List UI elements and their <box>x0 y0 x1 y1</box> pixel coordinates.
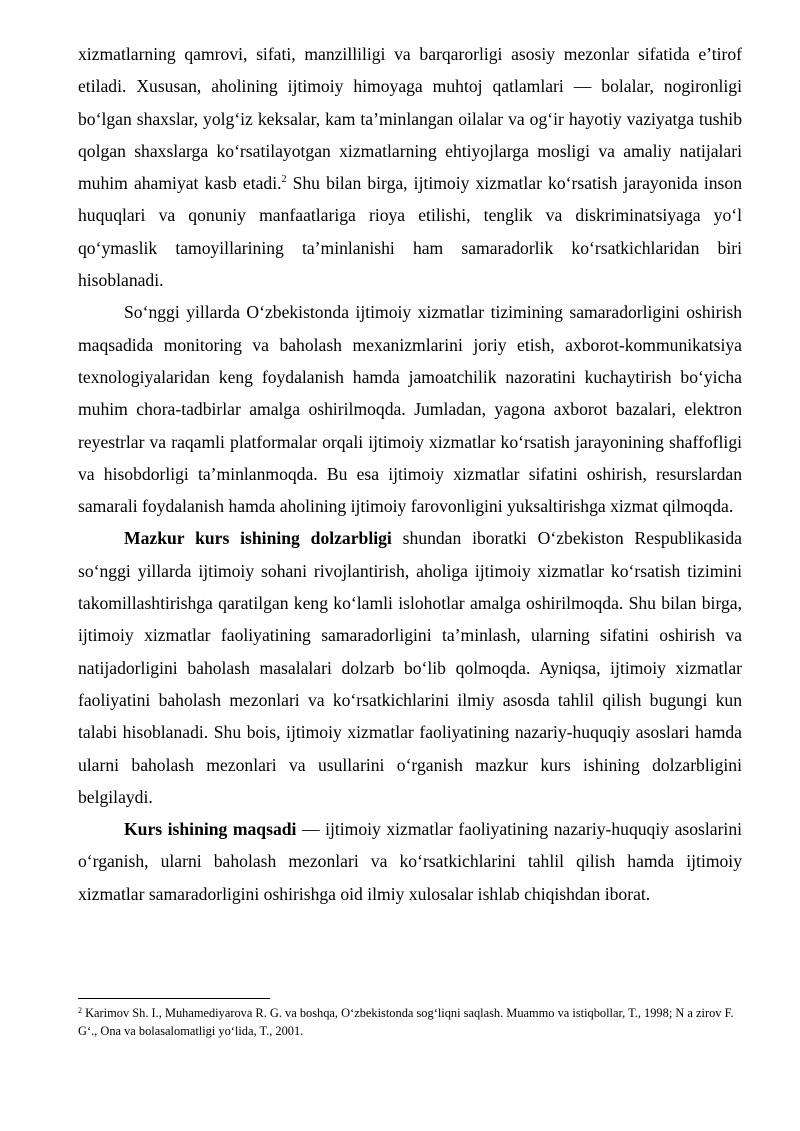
paragraph-2 <box>78 296 742 522</box>
footnote-marker: 2 <box>78 1006 82 1015</box>
paragraph-relevance <box>78 522 742 813</box>
paragraph-text: So‘nggi yillarda O‘zbekistonda ijtimoiy xizmatlar tizimining samaradorligini oshirish maqsadida monitoring va baholash mexanizmlarini joriy etish, axborot-kommunikatsiya texnologiyalaridan keng foydalanish hamda jamoatchilik nazoratini kuchaytirish bo‘yicha muhim chora-tadbirlar amalga oshirilmoqda. Jumladan, yagona axborot bazalari, elektron reyestrlar va raqamli platformalar orqali ijtimoiy xizmatlar ko‘rsatish jarayonining shaffofligi va hisobdorligi ta’minlanmoqda. Bu esa ijtimoiy xizmatlar sifatini oshirish, resurslardan samarali foydalanish hamda aholining ijtimoiy farovonligini yuksaltirishga xizmat qilmoqda. <box>78 302 742 517</box>
footnote-separator <box>78 998 270 999</box>
relevance-heading: Mazkur kurs ishining dolzarbligi <box>124 528 392 549</box>
goal-heading: Kurs ishining maqsadi <box>124 819 297 840</box>
footnote-text: Karimov Sh. I., Muhamediyarova R. G. va boshqa, O‘zbekistonda sog‘liqni saqlash. Muammo va istiqbollar, T., 1998; N a zirov F. G‘., Ona va bolasalomatligi yo‘lida, T., 2001. <box>78 1006 734 1038</box>
paragraph-text: shundan iboratki O‘zbekiston Respublikasida so‘nggi yillarda ijtimoiy sohani rivojlantirish, aholiga ijtimoiy xizmatlar ko‘rsatish tizimini takomillashtirishga qaratilgan keng ko‘lamli islohotlar amalga oshirilmoqda. Shu bilan birga, ijtimoiy xizmatlar faoliyatining samaradorligini ta’minlash, ularning sifatini oshirish va natijadorligini baholash masalalari dolzarb bo‘lib qolmoqda. Ayniqsa, ijtimoiy xizmatlar faoliyatini baholash mezonlari va ko‘rsatkichlarini ilmiy asosda tahlil qilish bugungi kun talabi hisoblanadi. Shu bois, ijtimoiy xizmatlar faoliyatining nazariy-huquqiy asoslari hamda ularni baholash mezonlari va usullarini o‘rganish mazkur kurs ishining dolzarbligini belgilaydi. <box>78 528 742 807</box>
footnote-reference[interactable]: 2 <box>281 174 287 186</box>
paragraph-goal <box>78 813 742 910</box>
paragraph-text: Shu bilan birga, ijtimoiy xizmatlar ko‘rsatish jarayonida inson huquqlari va qonuniy manfaatlariga rioya etilishi, tenglik va diskriminatsiyaga yo‘l qo‘ymaslik tamoyillarining ta’minlanishi ham samaradorlik ko‘rsatkichlaridan biri hisoblanadi. <box>78 173 742 291</box>
paragraph-text: — ijtimoiy xizmatlar faoliyatining nazariy-huquqiy asoslarini o‘rganish, ularni baholash mezonlari va ko‘rsatkichlarini tahlil qilish hamda ijtimoiy xizmatlar samaradorligini oshirishga oid ilmiy xulosalar ishlab chiqishdan iborat. <box>78 819 743 904</box>
paragraph-1 <box>78 38 742 296</box>
paragraph-text: xizmatlarning qamrovi, sifati, manzilliligi va barqarorligi asosiy mezonlar sifatida e’tirof etiladi. Xususan, aholining ijtimoiy himoyaga muhtoj qatlamlari — bolalar, nogironligi bo‘lgan shaxslar, yolg‘iz keksalar, kam ta’minlangan oilalar va og‘ir hayotiy vaziyatga tushib qolgan shaxslarga ko‘rsatilayotgan xizmatlarning ehtiyojlarga mosligi va amaliy natijalari muhim ahamiyat kasb etadi. <box>78 44 742 194</box>
footnote <box>78 1004 742 1040</box>
body-text <box>78 38 742 910</box>
